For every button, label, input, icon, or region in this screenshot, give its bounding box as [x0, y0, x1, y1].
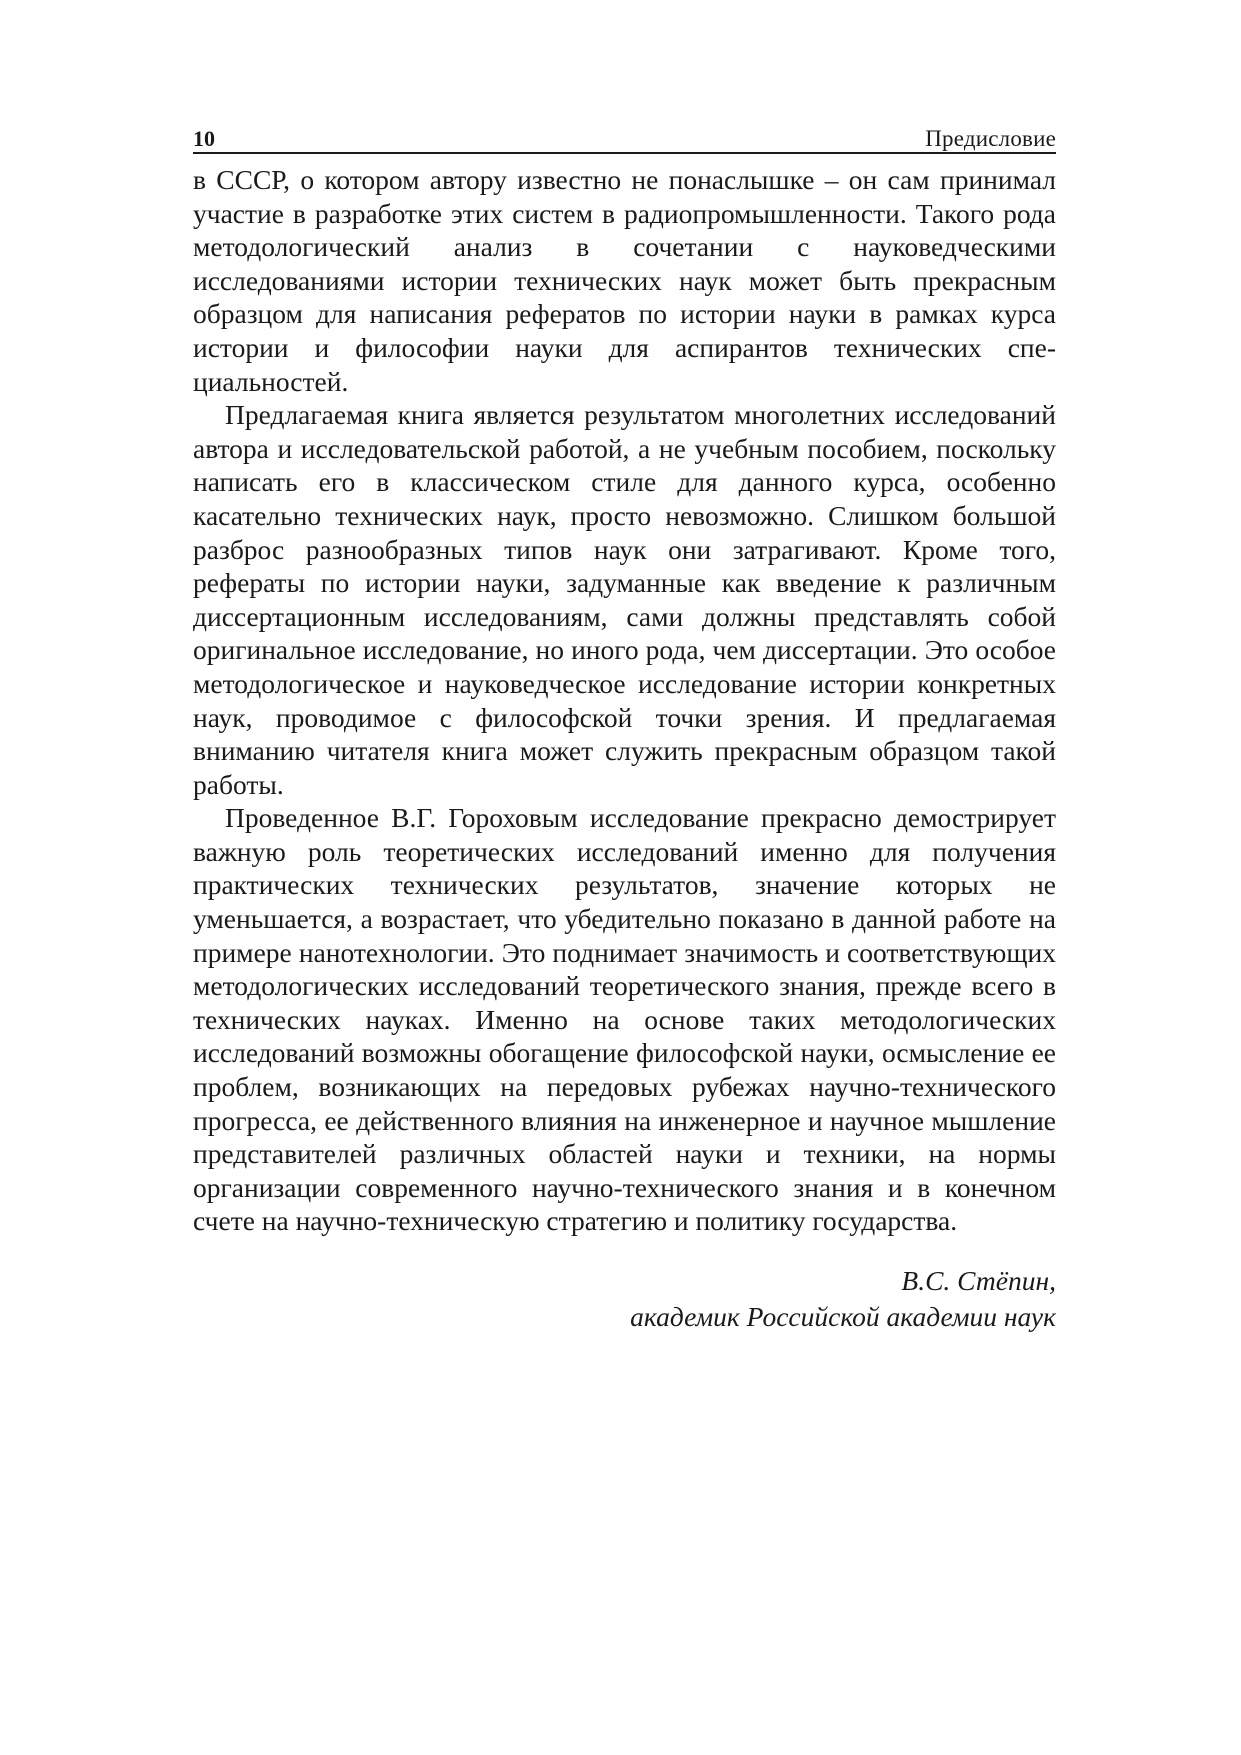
paragraph: Предлагаемая книга является результатом многолетних исследований автора и исследовательской работой, а не учебным пособием, поскольку написать его в классическом стиле для данного курса, особенно касательно технических наук, просто невозможно. Слишком большой разброс разнообразных типов наук они затрагивают. Кроме того, рефераты по истории науки, задуманные как введение к различным диссертационным исследованиям, сами должны представлять собой оригинальное исследование, но иного рода, чем диссертации. Это особое методологическое и науковедческое исследование истории конкретных наук, проводимое с философской точки зрения. И предлагаемая вниманию читателя книга может служить прекрасным образцом такой работы.	[193, 399, 1056, 800]
page-number: 10	[193, 126, 215, 151]
signature-name: В.С. Стёпин,	[901, 1265, 1056, 1296]
body-text	[193, 163, 1056, 1238]
signature-title: академик Российской академии наук	[630, 1301, 1056, 1332]
section-title: Предисловие	[925, 126, 1056, 151]
paragraph-continuation: в СССР, о котором автору известно не понаслышке – он сам принимал участие в разработке этих систем в радиопромышленности. Такого рода методологический анализ в сочетании с науковедческими исследованиями истории технических наук может быть прекрасным образцом для написания рефератов по истории науки в рамках курса истории и философии науки для аспирантов технических специальностей.	[193, 164, 1056, 397]
signature-block	[193, 1263, 1056, 1335]
page	[193, 118, 1056, 1335]
paragraph: Проведенное В.Г. Гороховым исследование прекрасно демострирует важную роль теоретических исследований именно для получения практических технических результатов, значение которых не уменьшается, а возрастает, что убедительно показано в данной работе на примере нанотехнологии. Это поднимает значимость и соответствующих методологических исследований теоретического знания, прежде всего в технических науках. Именно на основе таких методологических исследований возможны обогащение философской науки, осмысление ее проблем, возникающих на передовых рубежах научно-технического прогресса, ее действенного влияния на инженерное и научное мышление представителей различных областей науки и техники, на нормы организации современного научно-технического знания и в конечном счете на научно-техническую стратегию и политику государства.	[193, 802, 1056, 1237]
running-head	[193, 118, 1056, 154]
